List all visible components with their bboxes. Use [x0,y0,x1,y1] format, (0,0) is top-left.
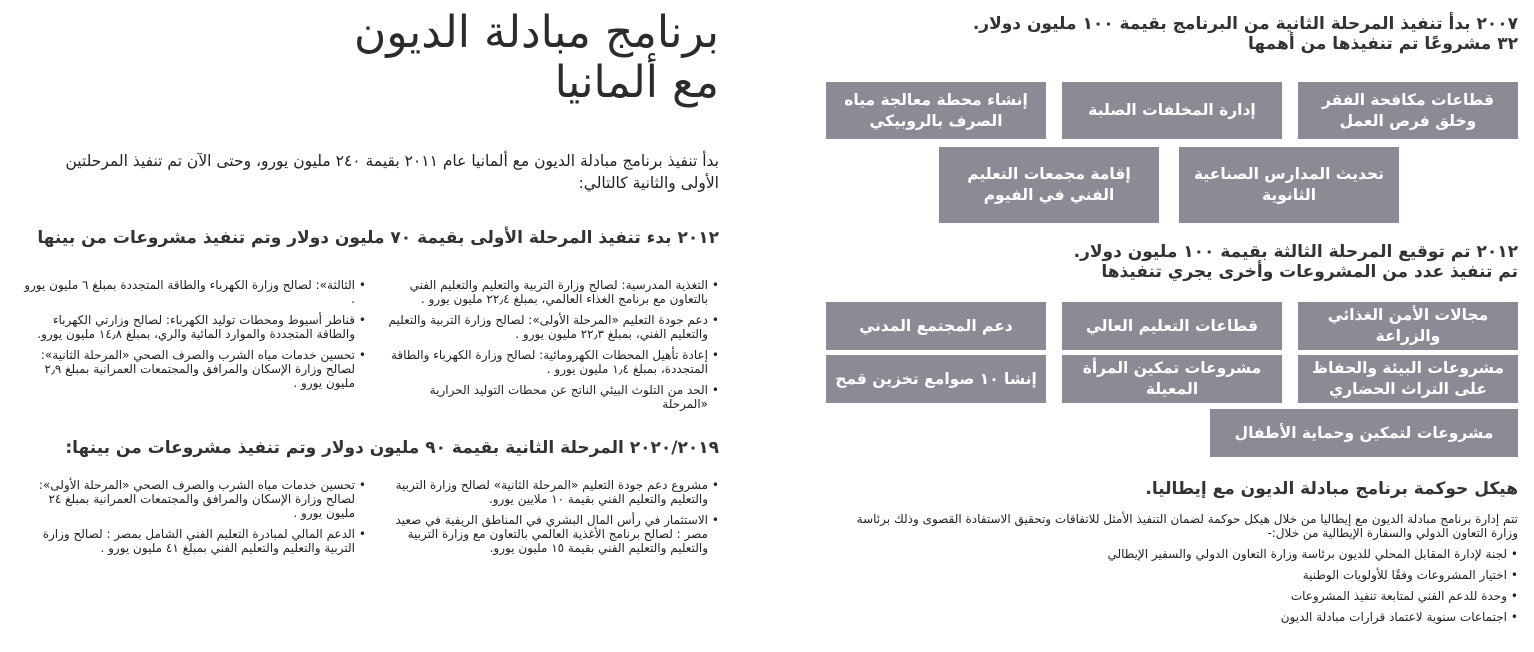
phase3-box-women-empowerment: مشروعات تمكين المرأة المعيلة [1062,355,1282,403]
phase2-box-industrial-schools: تحديث المدارس الصناعية الثانوية [1179,147,1399,223]
phase2-box-solid-waste: إدارة المخلفات الصلبة [1062,82,1282,139]
page-title [199,8,719,108]
phase1-heading: ٢٠١٢ بدء تنفيذ المرحلة الأولى بقيمة ٧٠ مليون دولار وتم تنفيذ مشروعات من بينها [37,228,719,248]
list-item: • الحد من التلوث البيئي الناتج عن محطات التوليد الحرارية «المرحلة [384,383,719,411]
governance-list [828,547,1518,631]
phase1-list-right [384,278,719,418]
phase2-list-right [384,478,719,562]
phase3-box-wheat-silos: إنشا ١٠ صوامع تخزين قمح [826,355,1046,403]
list-item: • الدعم المالي لمبادرة التعليم الفني الشامل بمصر : لصالح وزارة التربية والتعليم والتعليم الفني بمبلغ ٤١ مليون يورو . [21,527,366,555]
phase1-list-left [21,278,366,397]
phase3-box-environment-heritage: مشروعات البيئة والحفاظ على التراث الحضاري [1298,355,1518,403]
italy-phase2-intro-line-2: ٣٢ مشروعًا تم تنفيذها من أهمها [1248,34,1518,54]
governance-title: هيكل حوكمة برنامج مبادلة الديون مع إيطاليا. [1145,479,1518,499]
phase2-heading: ٢٠٢٠/٢٠١٩ المرحلة الثانية بقيمة ٩٠ مليون دولار وتم تنفيذ مشروعات من بينها: [65,438,719,458]
list-item: • وحدة للدعم الفني لمتابعة تنفيذ المشروعات [828,589,1518,603]
italy-phase2-intro-line-1: ٢٠٠٧ بدأ تنفيذ المرحلة الثانية من البرنامج بقيمة ١٠٠ مليون دولار. [972,14,1518,34]
phase3-box-child-protection: مشروعات لتمكين وحماية الأطفال [1210,409,1518,457]
list-item: • اجتماعات سنوية لاعتماد قرارات مبادلة الديون [828,610,1518,624]
phase3-box-higher-education: قطاعات التعليم العالي [1062,302,1282,350]
list-item: • قناطر أسيوط ومحطات توليد الكهرباء: لصالح وزارتي الكهرباء والطاقة المتجددة والموارد المائية والري، بمبلغ ١٤٫٨ مليون يورو. [21,313,366,341]
list-item: • دعم جودة التعليم «المرحلة الأولى»: لصالح وزارة التربية والتعليم والتعليم الفني، بمبلغ ٢٢٫٣ مليون يورو . [384,313,719,341]
italy-phase3-intro [818,242,1518,282]
list-item: • مشروع دعم جودة التعليم «المرحلة الثانية» لصالح وزارة التربية والتعليم والتعليم الفني بقيمة ١٠ ملايين يورو. [384,478,719,506]
phase2-box-poverty: قطاعات مكافحة الفقر وخلق فرص العمل [1298,82,1518,139]
list-item: • التغذية المدرسية: لصالح وزارة التربية والتعليم والتعليم الفني بالتعاون مع برنامج الغذاء العالمي، بمبلغ ٢٢٫٤ مليون يورو . [384,278,719,306]
page-title-line-1: برنامج مبادلة الديون [354,7,719,58]
italy-phase2-intro [818,14,1518,54]
list-item: • إعادة تأهيل المحطات الكهرومائية: لصالح وزارة الكهرباء والطاقة المتجددة، بمبلغ ١٫٤ مليون يورو . [384,348,719,376]
list-item: • تحسين خدمات مياه الشرب والصرف الصحي «المرحلة الأولى»: لصالح وزارة الإسكان والمرافق والمجتمعات العمرانية بمبلغ ٢٤ مليون يورو . [21,478,366,520]
list-item: • تحسين خدمات مياه الشرب والصرف الصحي «المرحلة الثانية»: لصالح وزارة الإسكان والمرافق والمجتمعات العمرانية بمبلغ ٢٫٩ مليون يورو . [21,348,366,390]
list-item: • اختيار المشروعات وفقًا للأولويات الوطنية [828,568,1518,582]
governance-intro: تتم إدارة برنامج مبادلة الديون مع إيطاليا من خلال هيكل حوكمة لضمان التنفيذ الأمثل للاتفاقات وتحقيق الاستفادة القصوى وذلك برئاسة وزارة التعاون الدولي والسفارة الإيطالية من خلال:- [856,512,1518,540]
phase2-box-fayoum-complexes: إقامة مجمعات التعليم الفني في الفيوم [939,147,1159,223]
italy-phase3-intro-line-2: تم تنفيذ عدد من المشروعات وأخرى يجري تنفيذها [1101,262,1518,282]
phase3-box-civil-society: دعم المجتمع المدني [826,302,1046,350]
phase2-list-left [21,478,366,562]
intro-paragraph: بدأ تنفيذ برنامج مبادلة الديون مع ألمانيا عام ٢٠١١ بقيمة ٢٤٠ مليون يورو، وحتى الآن تم تنفيذ المرحلتين الأولى والثانية كالتالي: [65,152,719,192]
italy-phase3-intro-line-1: ٢٠١٢ تم توقيع المرحلة الثالثة بقيمة ١٠٠ مليون دولار. [1073,242,1518,262]
list-item: • الاستثمار في رأس المال البشري في المناطق الريفية في صعيد مصر : لصالح برنامج الأغذية العالمي بالتعاون مع وزارة التربية والتعليم والتعليم الفني بقيمة ١٥ مليون يورو. [384,513,719,555]
list-item: • الثالثة»: لصالح وزارة الكهرباء والطاقة المتجددة بمبلغ ٦ مليون يورو . [21,278,366,306]
list-item: • لجنة لإدارة المقابل المحلي للديون برئاسة وزارة التعاون الدولي والسفير الإيطالي [828,547,1518,561]
page-title-line-2: مع ألمانيا [554,57,719,108]
phase3-box-food-security: مجالات الأمن الغذائي والزراعة [1298,302,1518,350]
phase2-box-wastewater: إنشاء محطة معالجة مياه الصرف بالروبيكي [826,82,1046,139]
